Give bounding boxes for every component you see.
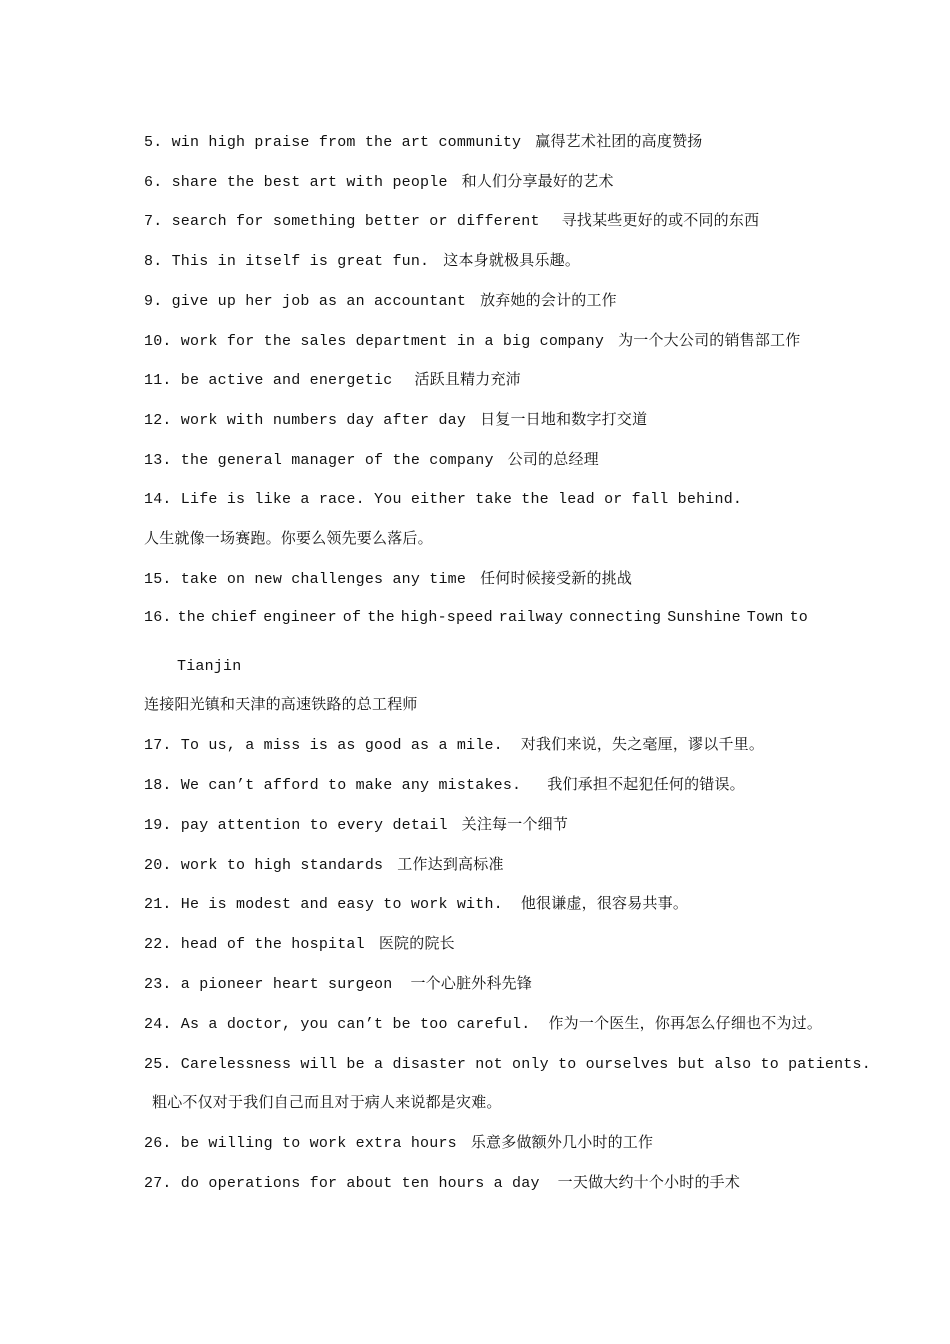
phrase-21 (144, 893, 840, 915)
word: Sunshine (667, 609, 741, 626)
phrase-chinese: 他很谦虚，很容易共事。 (520, 894, 689, 912)
word: chief (211, 609, 258, 626)
phrase-chinese: 作为一个医生，你再怎么仔细也不为过。 (548, 1014, 823, 1032)
phrase-17 (144, 734, 840, 756)
phrase-chinese: 我们承担不起犯任何的错误。 (547, 775, 745, 793)
phrase-23 (144, 973, 840, 995)
phrase-6 (144, 171, 840, 193)
phrase-english: 11. be active and energetic (144, 372, 393, 389)
phrase-chinese: 粗心不仅对于我们自己而且对于病人来说都是灾难。 (152, 1093, 502, 1111)
phrase-18 (144, 774, 840, 796)
phrase-16-chinese (144, 694, 840, 714)
phrase-english: 27. do operations for about ten hours a day (144, 1175, 540, 1192)
phrase-11 (144, 369, 840, 391)
phrase-14-chinese (144, 528, 840, 548)
phrase-chinese: 日复一日地和数字打交道 (480, 410, 648, 428)
word: of (342, 609, 362, 626)
phrase-chinese: 乐意多做额外几小时的工作 (470, 1133, 654, 1151)
phrase-english: 14. Life is like a race. You either take the lead or fall behind. (144, 491, 743, 508)
phrase-english: 13. the general manager of the company (144, 452, 494, 469)
phrase-english: Tianjin (177, 658, 242, 675)
phrase-chinese: 一个心脏外科先锋 (410, 974, 533, 992)
phrase-15 (144, 568, 840, 590)
phrase-english: 9. give up her job as an accountant (144, 293, 467, 310)
phrase-english: 23. a pioneer heart surgeon (144, 976, 393, 993)
phrase-chinese: 对我们来说，失之毫厘，谬以千里。 (520, 735, 765, 753)
phrase-25-english (144, 1053, 871, 1075)
phrase-chinese: 任何时候接受新的挑战 (480, 569, 633, 587)
phrase-english: 5. win high praise from the art community (144, 134, 522, 151)
phrase-chinese: 和人们分享最好的艺术 (461, 172, 614, 190)
phrase-english: 18. We can’t afford to make any mistakes. (144, 777, 522, 794)
phrase-english: 10. work for the sales department in a big company (144, 333, 605, 350)
word: connecting (569, 609, 662, 626)
phrase-14-english (144, 488, 840, 510)
phrase-english: 17. To us, a miss is as good as a mile. (144, 737, 503, 754)
phrase-english: 21. He is modest and easy to work with. (144, 896, 503, 913)
phrase-13 (144, 449, 840, 471)
phrase-english: 25. Carelessness will be a disaster not only to ourselves but also to patients. (144, 1056, 871, 1073)
phrase-chinese: 这本身就极具乐趣。 (443, 251, 581, 269)
phrase-chinese: 连接阳光镇和天津的高速铁路的总工程师 (144, 695, 418, 713)
phrase-20 (144, 854, 840, 876)
phrase-8 (144, 250, 840, 272)
phrase-english: 24. As a doctor, you can’t be too careful. (144, 1016, 531, 1033)
phrase-english: 7. search for something better or different (144, 213, 540, 230)
phrase-25-chinese (152, 1092, 840, 1112)
phrase-chinese: 人生就像一场赛跑。你要么领先要么落后。 (144, 529, 433, 547)
word: 16. (144, 609, 172, 626)
phrase-chinese: 关注每一个细节 (461, 815, 569, 833)
phrase-chinese: 赢得艺术社团的高度赞扬 (535, 132, 703, 150)
phrase-chinese: 寻找某些更好的或不同的东西 (561, 211, 760, 229)
phrase-24 (144, 1013, 840, 1035)
phrase-english: 8. This in itself is great fun. (144, 253, 430, 270)
phrase-chinese: 公司的总经理 (507, 450, 599, 468)
word: engineer (263, 609, 337, 626)
word: high-speed (400, 609, 493, 626)
phrase-chinese: 医院的院长 (378, 934, 455, 952)
phrase-12 (144, 409, 840, 431)
phrase-english: 12. work with numbers day after day (144, 412, 467, 429)
word: railway (498, 609, 564, 626)
phrase-chinese: 工作达到高标准 (397, 855, 504, 873)
word: the (177, 609, 206, 626)
phrase-chinese: 一天做大约十个小时的手术 (557, 1173, 741, 1191)
word: the (367, 609, 395, 626)
phrase-19 (144, 814, 840, 836)
phrase-10 (144, 330, 840, 352)
phrase-chinese: 为一个大公司的销售部工作 (618, 331, 801, 349)
word: to (789, 609, 808, 626)
phrase-16-english-continued (177, 655, 840, 677)
phrase-chinese: 放弃她的会计的工作 (480, 291, 617, 309)
phrase-5 (144, 131, 840, 153)
phrase-26 (144, 1132, 840, 1154)
phrase-english: 26. be willing to work extra hours (144, 1135, 457, 1152)
phrase-9 (144, 290, 840, 312)
phrase-27 (144, 1172, 840, 1194)
phrase-english: 15. take on new challenges any time (144, 571, 467, 588)
phrase-english: 19. pay attention to every detail (144, 817, 448, 834)
phrase-7 (144, 210, 840, 232)
phrase-16-english (144, 608, 808, 628)
phrase-english: 20. work to high standards (144, 857, 384, 874)
phrase-22 (144, 933, 840, 955)
phrase-english: 22. head of the hospital (144, 936, 365, 953)
phrase-chinese: 活跃且精力充沛 (414, 370, 521, 388)
word: Town (746, 609, 784, 626)
phrase-english: 6. share the best art with people (144, 174, 448, 191)
